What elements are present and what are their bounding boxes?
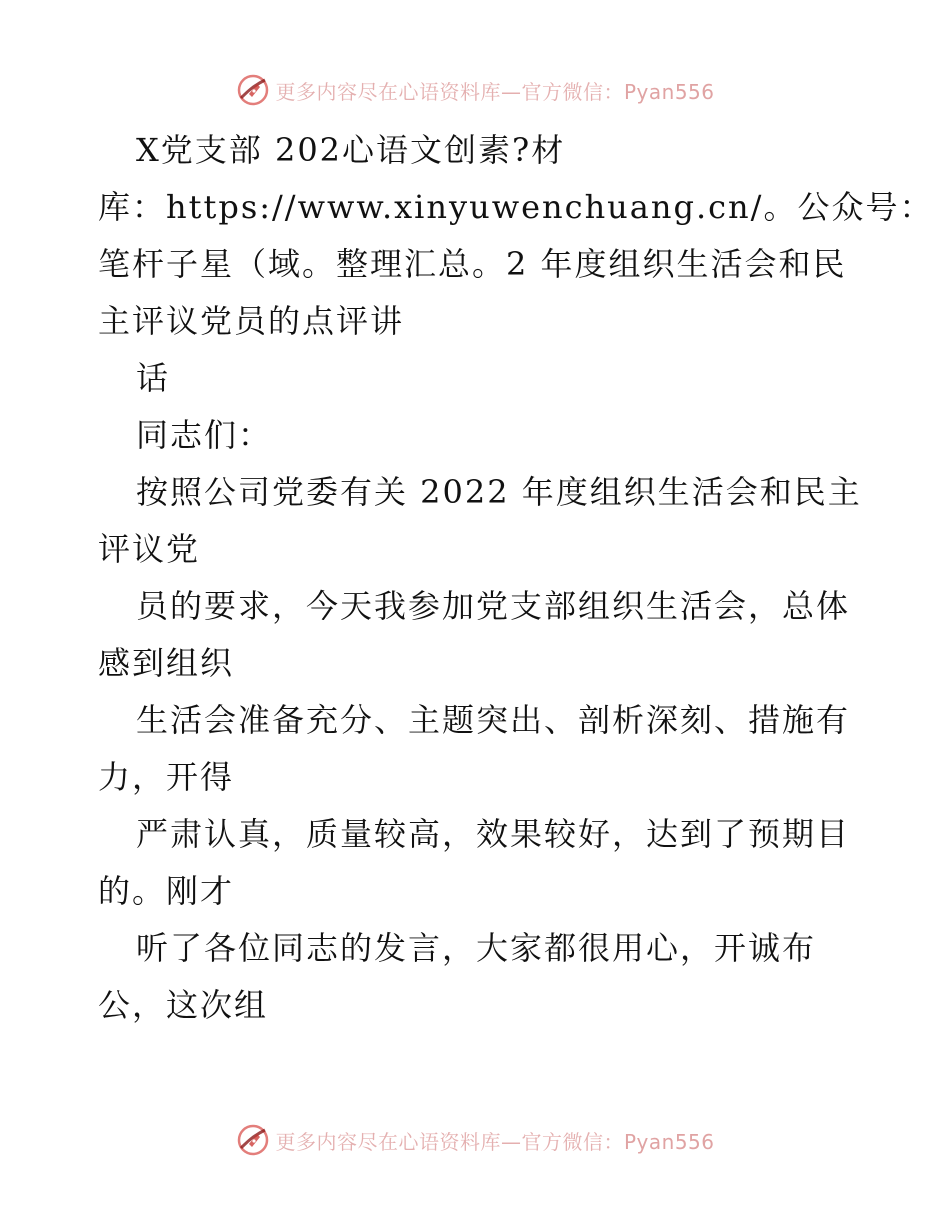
text-line: 库：https://www.xinyuwenchuang.cn/。公众号： — [98, 188, 934, 226]
watermark-handle: Pyan556 — [623, 1129, 715, 1154]
text-line: 生活会准备充分、主题突出、剖析深刻、措施有 — [136, 701, 851, 739]
text-line: X党支部 202心语文创素?材 — [136, 131, 566, 169]
text-line: 听了各位同志的发言，大家都很用心，开诚布 — [136, 929, 817, 967]
text-line: 员的要求，今天我参加党支部组织生活会，总体 — [136, 587, 851, 625]
watermark-text: 更多内容尽在心语资料库—官方微信：Pyan556 — [275, 1129, 715, 1154]
watermark-text: 更多内容尽在心语资料库—官方微信：Pyan556 — [275, 79, 715, 104]
footer-watermark — [0, 1120, 950, 1160]
pen-nib-circle-icon — [235, 72, 271, 108]
text-line: 感到组织 — [98, 644, 235, 682]
document-body — [98, 122, 934, 1034]
text-line: 公，这次组 — [98, 986, 269, 1024]
text-line: 力，开得 — [98, 758, 235, 796]
text-line: 严肃认真，质量较高，效果较好，达到了预期目 — [136, 815, 851, 853]
text-line: 同志们： — [136, 416, 273, 454]
watermark-handle: Pyan556 — [623, 79, 715, 104]
text-line: 按照公司党委有关 2022 年度组织生活会和民主 — [136, 473, 862, 511]
text-line: 评议党 — [98, 530, 201, 568]
header-watermark — [0, 70, 950, 110]
text-line: 笔杆子星（域。整理汇总。2 年度组织生活会和民 — [98, 245, 847, 283]
text-line: 主评议党员的点评讲 — [98, 302, 405, 340]
pen-nib-circle-icon — [235, 1122, 271, 1158]
text-line: 的。刚才 — [98, 872, 235, 910]
text-line: 话 — [136, 359, 171, 397]
